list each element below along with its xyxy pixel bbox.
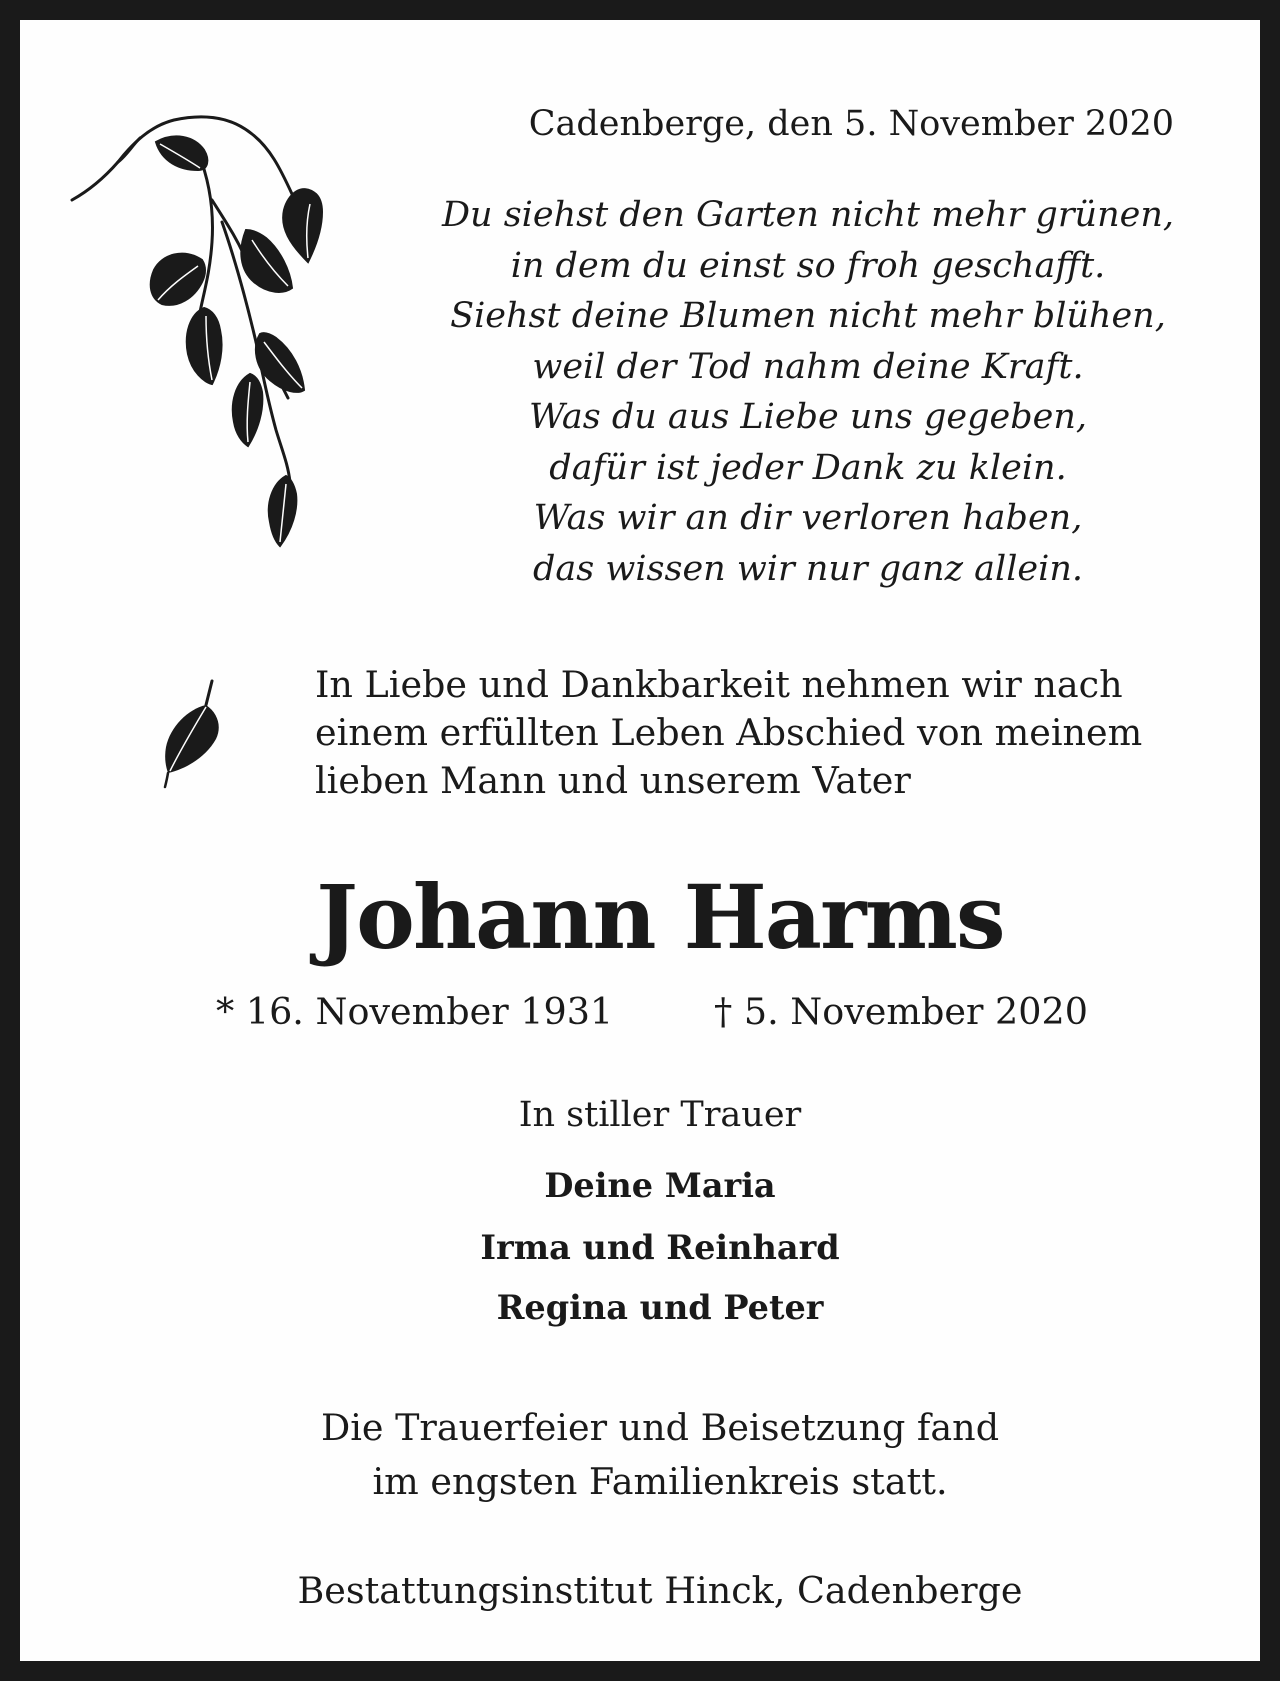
mourner-name: Deine Maria	[544, 1166, 776, 1205]
poem-line: weil der Tod nahm deine Kraft.	[532, 346, 1084, 387]
mourning-line: In stiller Trauer	[518, 1095, 802, 1135]
place-and-date: Cadenberge, den 5. November 2020	[528, 104, 1174, 144]
service-line: im engsten Familienkreis statt.	[372, 1460, 948, 1503]
poem-line: Was wir an dir verloren haben,	[533, 498, 1083, 538]
poem-line: Was du aus Liebe uns gegeben,	[528, 397, 1088, 437]
farewell-intro	[315, 661, 1142, 805]
intro-line: In Liebe und Dankbarkeit nehmen wir nach	[315, 663, 1123, 706]
service-note	[20, 1401, 1280, 1509]
mourner-name: Irma und Reinhard	[480, 1228, 840, 1267]
poem-line: das wissen wir nur ganz allein.	[533, 548, 1083, 589]
undertaker: Bestattungsinstitut Hinck, Cadenberge	[297, 1569, 1023, 1612]
poem-line: Du siehst den Garten nicht mehr grünen,	[441, 195, 1175, 235]
poem-line: dafür ist jeder Dank zu klein.	[549, 447, 1067, 488]
falling-leaf-icon	[160, 675, 235, 790]
intro-line: einem erfüllten Leben Abschied von meinem	[315, 711, 1143, 754]
mourner-name: Regina und Peter	[496, 1288, 824, 1327]
death-date: † 5. November 2020	[714, 990, 1088, 1033]
service-line: Die Trauerfeier und Beisetzung fand	[320, 1406, 1000, 1449]
memorial-poem	[390, 190, 1226, 594]
intro-line: lieben Mann und unserem Vater	[315, 759, 911, 802]
deceased-name: Johann Harms	[316, 865, 1004, 969]
poem-line: Siehst deine Blumen nicht mehr blühen,	[450, 296, 1166, 336]
poem-line: in dem du einst so froh geschafft.	[510, 245, 1106, 286]
birth-date: * 16. November 1931	[216, 990, 614, 1033]
hanging-branch-icon	[70, 112, 370, 552]
